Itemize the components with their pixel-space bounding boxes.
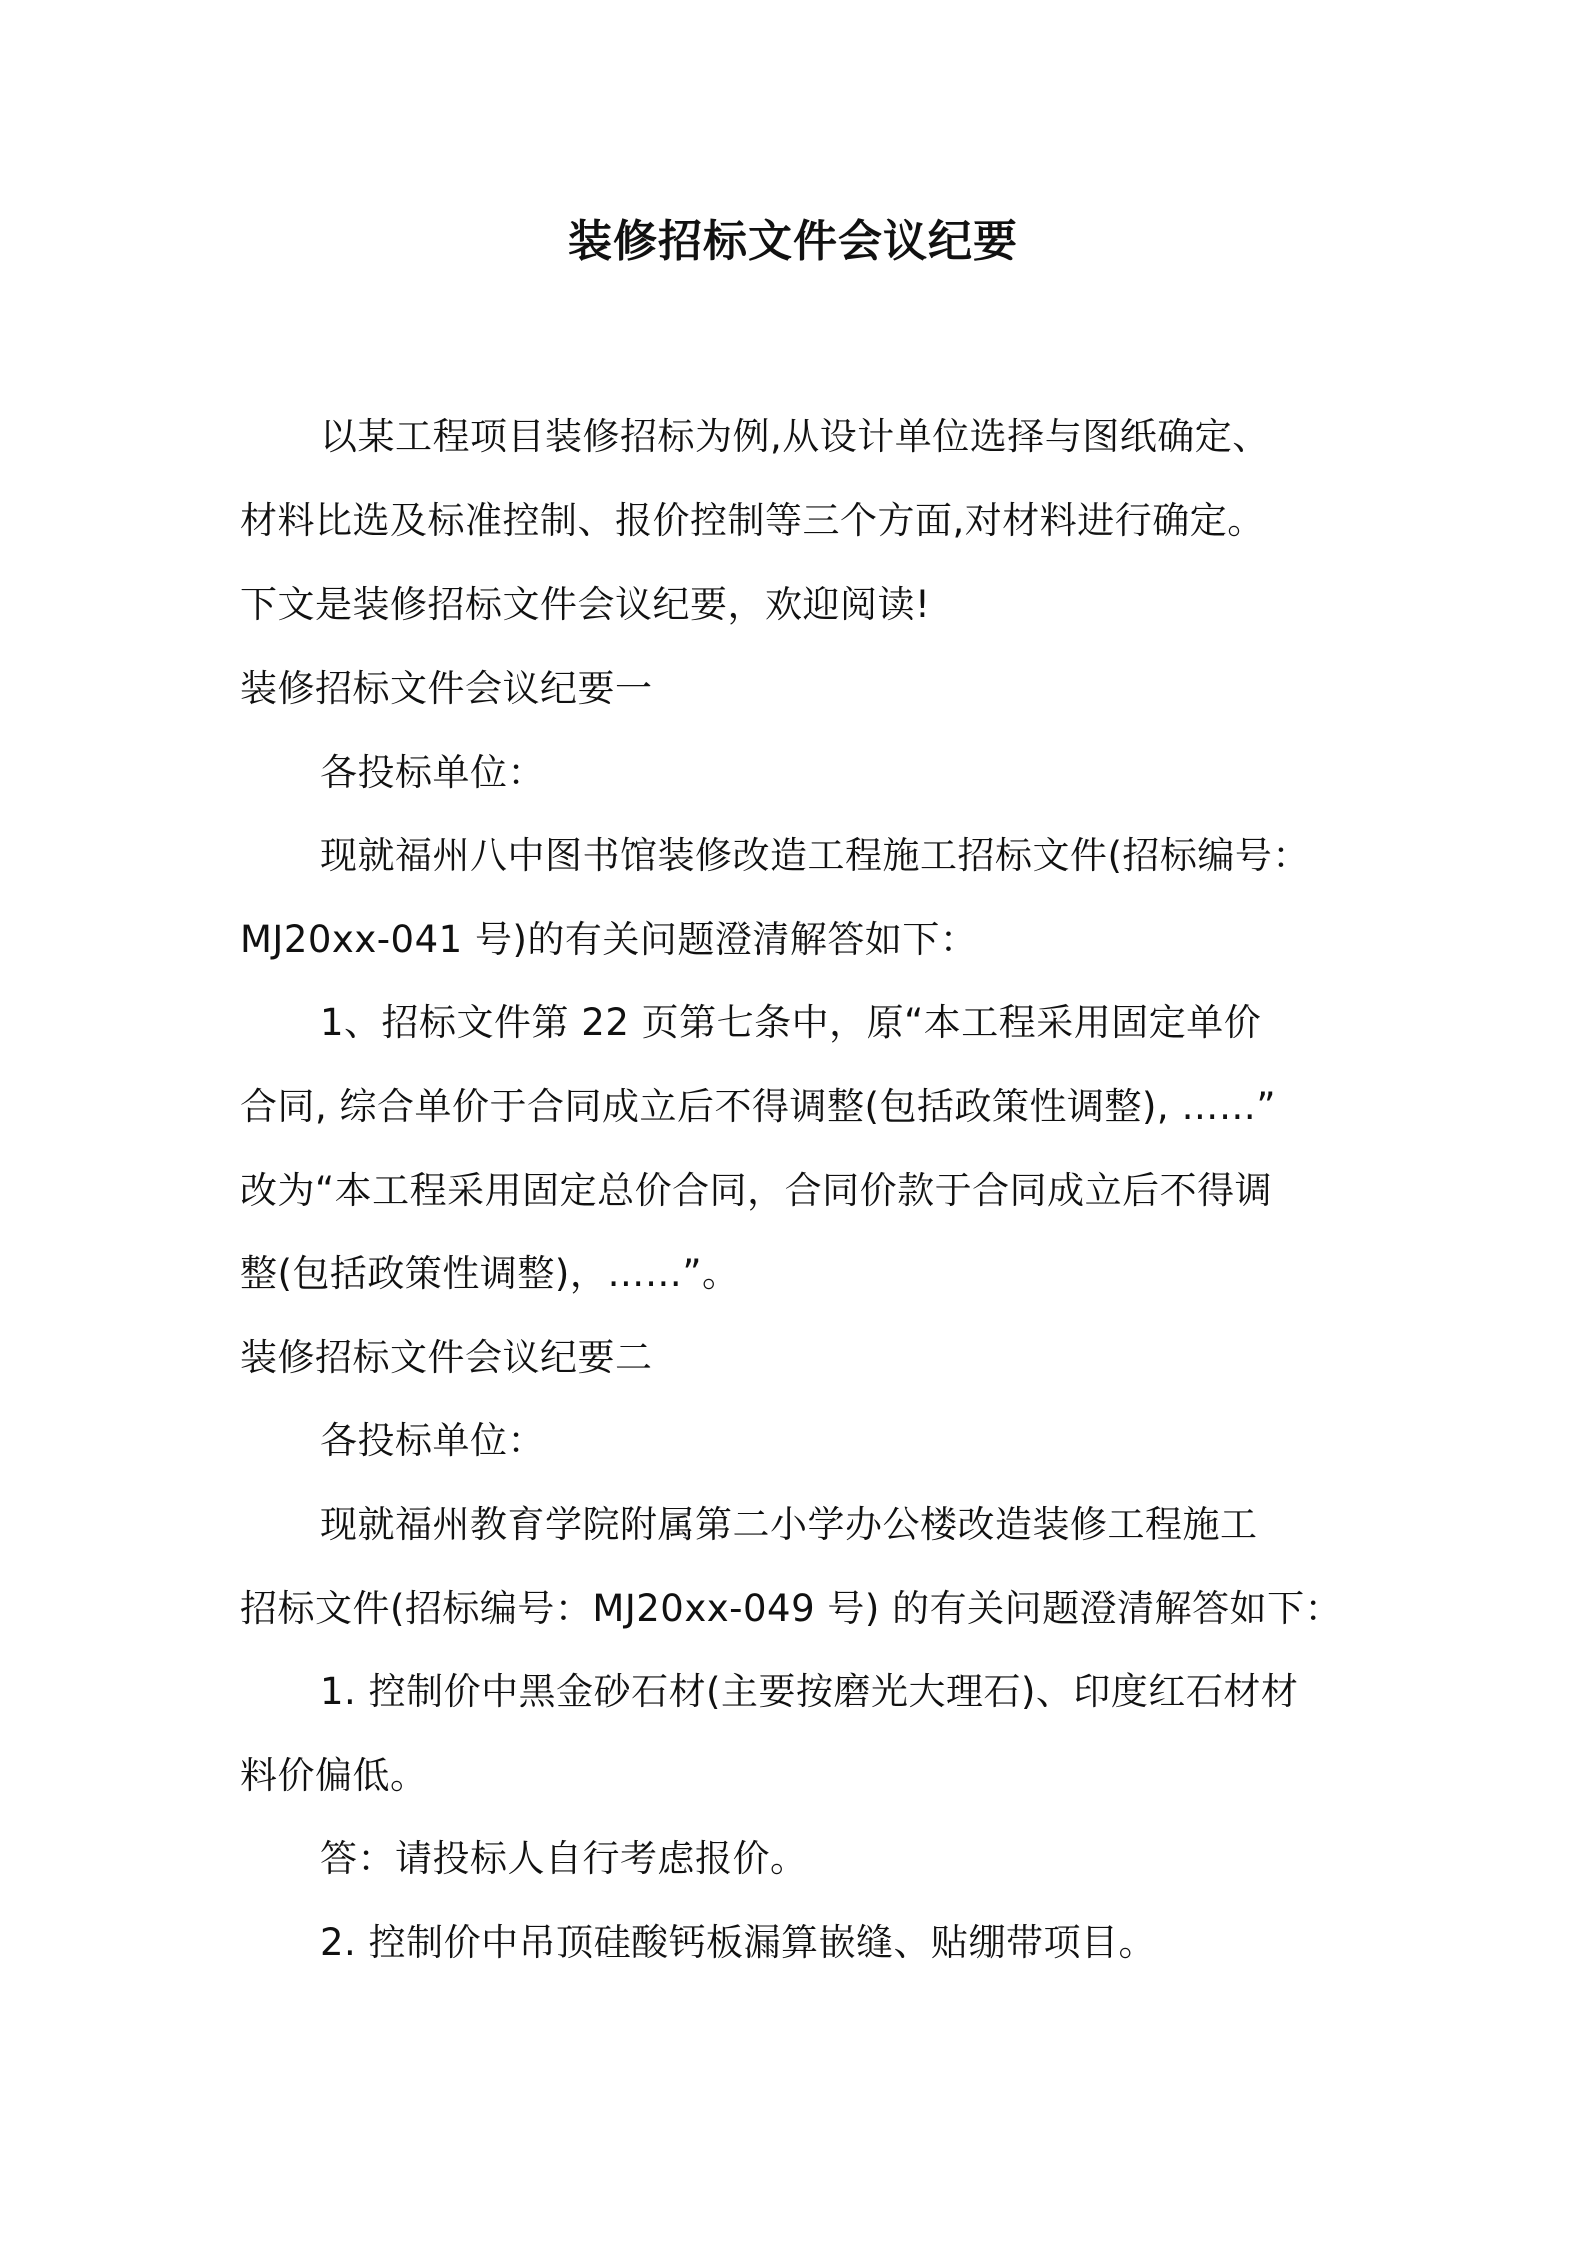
- intro-line-1: 以某工程项目装修招标为例,从设计单位选择与图纸确定、: [320, 415, 1270, 458]
- document-title: 装修招标文件会议纪要: [568, 216, 1018, 267]
- intro-line-3: 下文是装修招标文件会议纪要，欢迎阅读!: [240, 583, 931, 626]
- section1-body-line-2: MJ20xx-041 号)的有关问题澄清解答如下：: [240, 918, 978, 961]
- section2-body-line-2: 招标文件(招标编号：MJ20xx-049 号) 的有关问题澄清解答如下：: [240, 1587, 1343, 1630]
- section1-item1-line-2: 合同, 综合单价于合同成立后不得调整(包括政策性调整), ……”: [240, 1085, 1277, 1128]
- section2-item1-line-1: 1. 控制价中黑金砂石材(主要按磨光大理石)、印度红石材材: [320, 1670, 1299, 1713]
- intro-line-2: 材料比选及标准控制、报价控制等三个方面,对材料进行确定。: [240, 499, 1265, 542]
- section2-item2: 2. 控制价中吊顶硅酸钙板漏算嵌缝、贴绷带项目。: [320, 1921, 1157, 1964]
- section1-item1-line-3: 改为“本工程采用固定总价合同，合同价款于合同成立后不得调: [240, 1169, 1273, 1212]
- section1-heading: 装修招标文件会议纪要一: [240, 667, 653, 710]
- section1-addressee: 各投标单位：: [320, 751, 545, 794]
- section2-body-line-1: 现就福州教育学院附属第二小学办公楼改造装修工程施工: [320, 1503, 1258, 1546]
- section1-item1-line-1: 1、招标文件第 22 页第七条中，原“本工程采用固定单价: [320, 1001, 1262, 1044]
- section2-heading: 装修招标文件会议纪要二: [240, 1336, 653, 1379]
- section1-item1-line-4: 整(包括政策性调整)，……”。: [240, 1252, 740, 1295]
- section2-answer1: 答：请投标人自行考虑报价。: [320, 1837, 808, 1880]
- section1-body-line-1: 现就福州八中图书馆装修改造工程施工招标文件(招标编号：: [320, 834, 1310, 877]
- section2-addressee: 各投标单位：: [320, 1419, 545, 1462]
- section2-item1-line-2: 料价偏低。: [240, 1754, 428, 1797]
